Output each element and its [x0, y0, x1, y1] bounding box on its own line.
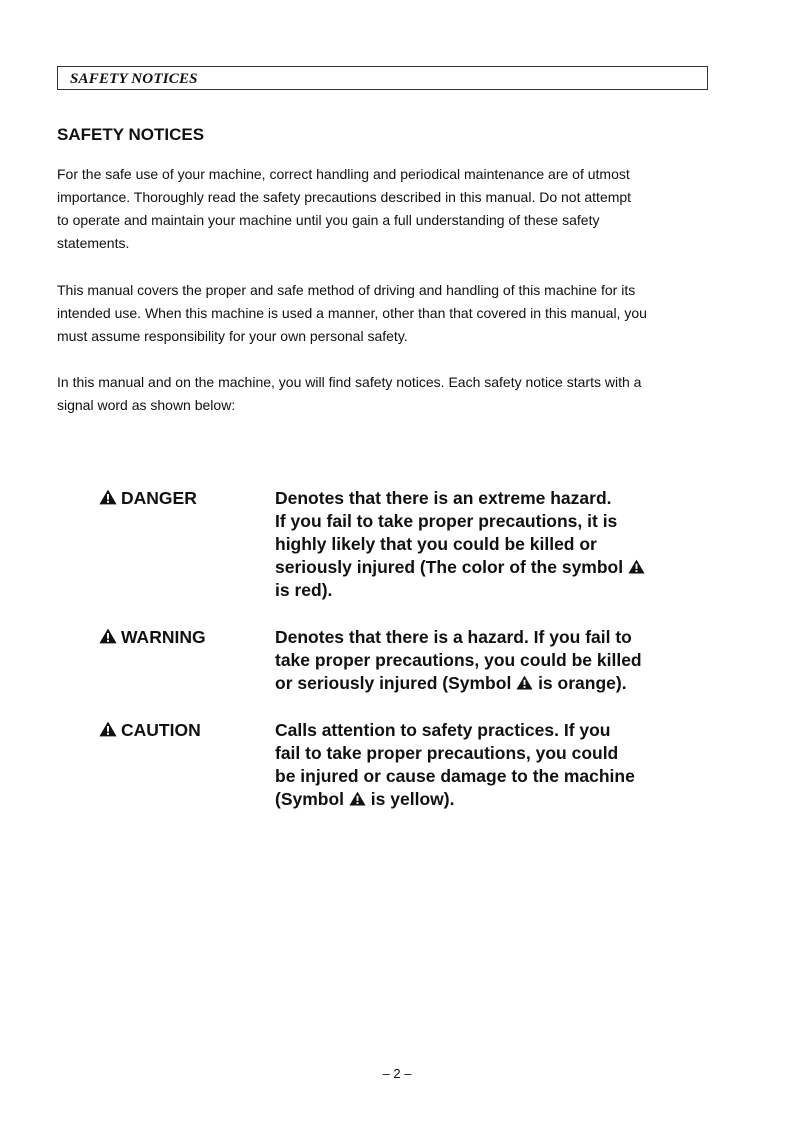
caution-line: be injured or cause damage to the machine — [275, 766, 635, 786]
warning-triangle-icon — [99, 489, 117, 505]
warning-triangle-icon — [99, 721, 117, 737]
intro-line: This manual covers the proper and safe method of driving and handling of this machine for its — [57, 282, 636, 298]
caution-line: is yellow). — [370, 789, 455, 809]
caution-description — [275, 719, 695, 811]
page-header-title: SAFETY NOTICES — [70, 71, 198, 87]
intro-line: For the safe use of your machine, correct handling and periodical maintenance are of utmost — [57, 166, 630, 182]
danger-line: seriously injured (The color of the symbol — [275, 557, 624, 577]
caution-signal-label: CAUTION — [121, 720, 201, 740]
danger-line: If you fail to take proper precautions, it is — [275, 511, 618, 531]
section-title: SAFETY NOTICES — [57, 125, 205, 144]
warning-line-with-symbol — [275, 672, 695, 695]
warning-triangle-icon — [516, 675, 533, 690]
intro-line: statements. — [57, 235, 130, 251]
warning-signal-label: WARNING — [121, 627, 206, 647]
danger-signal — [99, 487, 197, 510]
intro-line: signal word as shown below: — [57, 397, 236, 413]
warning-line: is orange). — [538, 673, 627, 693]
intro-line: importance. Thoroughly read the safety precautions described in this manual. Do not attempt — [57, 189, 632, 205]
danger-line: Denotes that there is an extreme hazard. — [275, 488, 612, 508]
intro-line: intended use. When this machine is used a manner, other than that covered in this manual, you — [57, 305, 647, 321]
danger-line: is red). — [275, 580, 333, 600]
warning-signal — [99, 626, 206, 649]
caution-line: fail to take proper precautions, you could — [275, 743, 619, 763]
danger-line-with-symbol — [275, 556, 695, 579]
intro-paragraph-2 — [57, 279, 712, 348]
warning-line: or seriously injured (Symbol — [275, 673, 512, 693]
warning-triangle-icon — [349, 791, 366, 806]
caution-line: (Symbol — [275, 789, 345, 809]
intro-paragraph-3 — [57, 371, 712, 417]
caution-signal — [99, 719, 201, 742]
page-number: – 2 – — [382, 1066, 412, 1081]
intro-line: must assume responsibility for your own personal safety. — [57, 328, 408, 344]
warning-description — [275, 626, 695, 695]
page-header — [57, 66, 708, 90]
warning-triangle-icon — [99, 628, 117, 644]
danger-description — [275, 487, 695, 602]
caution-line: Calls attention to safety practices. If you — [275, 720, 611, 740]
warning-line: take proper precautions, you could be killed — [275, 650, 642, 670]
intro-line: In this manual and on the machine, you will find safety notices. Each safety notice starts with a — [57, 374, 642, 390]
caution-line-with-symbol — [275, 788, 695, 811]
warning-triangle-icon — [628, 559, 645, 574]
intro-line: to operate and maintain your machine until you gain a full understanding of these safety — [57, 212, 600, 228]
danger-line: highly likely that you could be killed or — [275, 534, 597, 554]
warning-line: Denotes that there is a hazard. If you fail to — [275, 627, 632, 647]
danger-signal-label: DANGER — [121, 488, 197, 508]
intro-paragraph-1 — [57, 163, 712, 255]
